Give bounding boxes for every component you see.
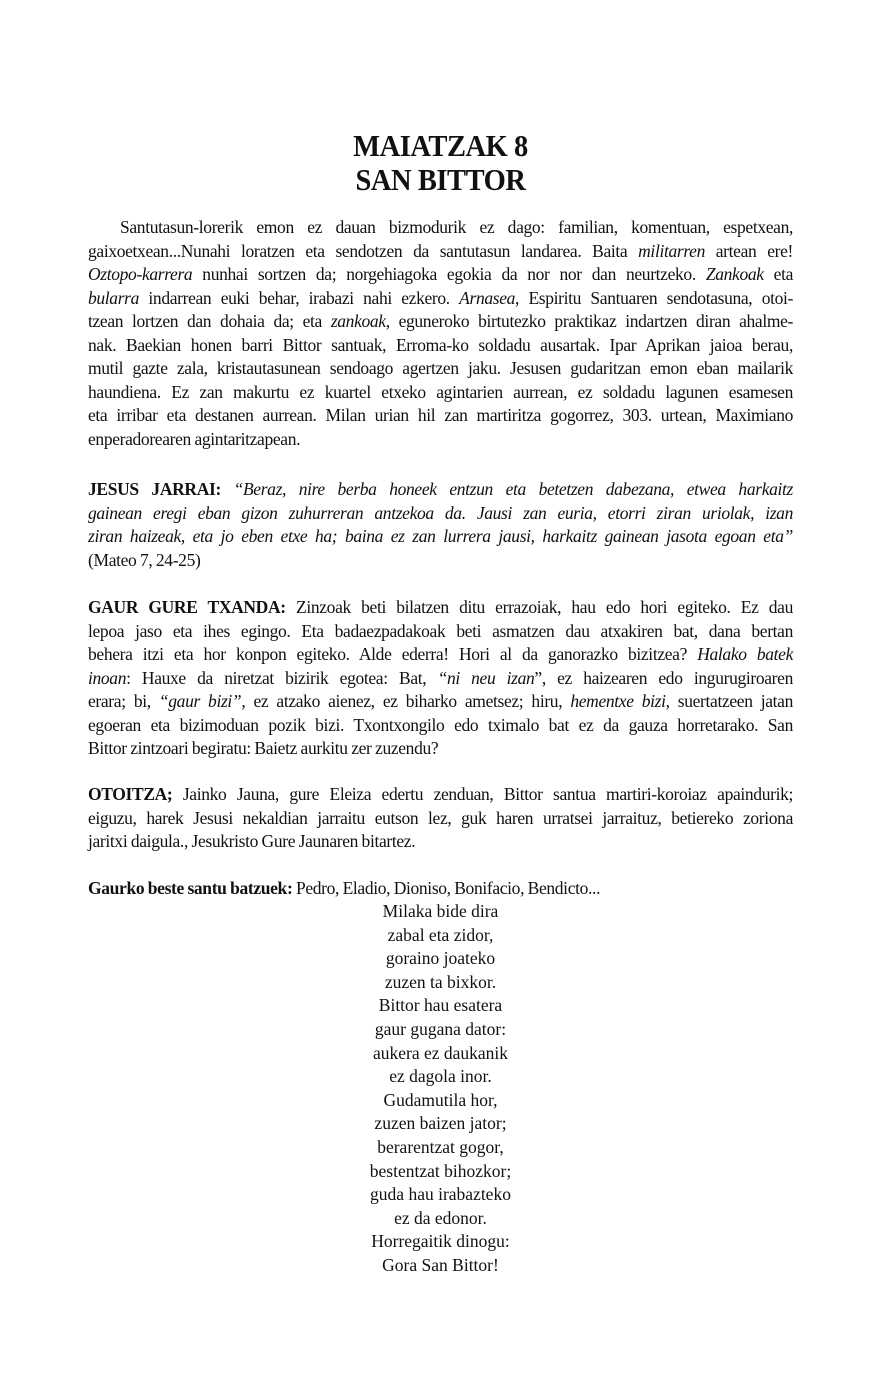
emphasis: zankoak	[330, 311, 386, 331]
text-line: eta irribar eta destanen aurrean. Milan urian hil zan martiritza gogorrez, 303. urtean, Maximiano	[88, 405, 793, 425]
section-label: GAUR GURE TXANDA:	[88, 597, 286, 617]
page-title-date: MAIATZAK 8	[353, 128, 528, 163]
otoitza-section	[88, 783, 793, 854]
poem-line: berarentzat gogor,	[377, 1136, 504, 1157]
poem-line: gaur gugana dator:	[374, 1018, 507, 1039]
saint-names: Pedro, Eladio, Dioniso, Bonifacio, Bendicto...	[292, 878, 601, 898]
text-line: enperadorearen agintaritzapean.	[88, 428, 301, 449]
text-line: gaixoetxean...Nunahi loratzen eta sendotzen da santutasun landarea. Baita militarren artean ere!	[88, 240, 793, 261]
poem	[88, 900, 793, 1278]
poem-line: Milaka bide dira	[382, 901, 499, 921]
emphasis: Zankoak	[705, 264, 764, 284]
poem-line: Gora San Bittor!	[382, 1254, 499, 1275]
text-line: Santutasun-lorerik emon ez dauan bizmodurik ez dago: familian, komentuan, espetxean,	[120, 217, 793, 237]
section-label: Gaurko beste santu batzuek:	[88, 878, 293, 898]
text-line: nak. Baekian honen barri Bittor santuak, Erroma-ko soldadu ausartak. Ipar Aprikan jaioa berau,	[88, 334, 793, 355]
text-line	[88, 525, 793, 549]
text-line: eiguzu, harek Jesusi nekaldian jarraitu eutson lez, guk haren urratsei jarraituz, betiereko zoriona	[88, 807, 793, 828]
poem-line: ez dagola inor.	[389, 1066, 492, 1087]
poem-line: Bittor hau esatera	[378, 995, 503, 1016]
poem-line: bestentzat bihozkor;	[369, 1160, 512, 1181]
section-label: OTOITZA;	[88, 784, 173, 804]
scripture-quote: “Beraz, nire berba honeek entzun eta betetzen dabezana, etwea harkaitz	[220, 479, 793, 499]
emphasis: hementxe bizi	[570, 691, 666, 711]
text-line: OTOITZA; Jainko Jauna, gure Eleiza edertu zenduan, Bittor santua martiri-koroiaz apaindurik;	[88, 784, 793, 804]
scripture-reference: (Mateo 7, 24-25)	[88, 549, 201, 570]
poem-line: Horregaitik dinogu:	[371, 1231, 510, 1252]
poem-line: Gudamutila hor,	[383, 1089, 498, 1110]
emphasis: Oztopo-karrera	[88, 264, 193, 284]
text-line: Bittor zintzoari begiratu: Baietz aurkitu zer zuzendu?	[88, 738, 439, 758]
poem-line: ez da edonor.	[394, 1207, 487, 1228]
text-line: Oztopo-karrera nunhai sortzen da; norgehiagoka egokia da nor nor dan neurtzeko. Zankoak eta	[88, 264, 794, 284]
poem-line: zabal eta zidor,	[387, 924, 494, 945]
text-line: erara; bi, “gaur bizi”, ez atzako aienez, ez biharko ametsez; hiru, hementxe bizi, suertatzeen jatan	[88, 691, 794, 711]
scripture-quote: gainean eregi eban gizon zuhurreran antzekoa da. Jausi zan euria, etorri ziran uriolak, izan	[88, 502, 793, 523]
text-line: jaritxi daigula., Jesukristo Gure Jaunaren bitartez.	[88, 831, 416, 851]
other-saints-section	[88, 877, 793, 901]
emphasis: “gaur bizi”	[158, 691, 242, 711]
text-line	[88, 877, 793, 901]
text-line: bularra indarrean euki behar, irabazi nahi ezkero. Arnasea, Espiritu Santuaren sendotasuna, otoi-	[88, 287, 793, 308]
emphasis: inoan	[88, 667, 127, 688]
text-line	[88, 502, 793, 526]
section-label: JESUS JARRAI:	[88, 479, 221, 499]
text-line: lepoa jaso eta ihes egingo. Eta badaezpadakoak beti asmatzen dau atxakiren bat, dana bertan	[88, 620, 793, 641]
emphasis: bularra	[88, 287, 140, 308]
emphasis: militarren	[638, 240, 705, 261]
page-title-saint: SAN BITTOR	[355, 162, 526, 197]
text-line: GAUR GURE TXANDA: Zinzoak beti bilatzen ditu errazoiak, hau edo hori egiteko. Ez dau	[88, 597, 793, 617]
text-line: behera itzi eta hor konpon egiteko. Alde ederra! Hori al da ganorazko bizitzea? Halako batek	[88, 644, 793, 664]
gaur-gure-txanda-section	[88, 596, 793, 761]
emphasis: Halako batek	[697, 644, 793, 664]
text-line: inoan: Hauxe da niretzat bizirik egotea: Bat, “ni neu izan”, ez haizearen edo ingurugiroaren	[88, 667, 793, 688]
jesus-jarrai-section	[88, 478, 793, 572]
poem-line: goraino joateko	[385, 948, 496, 969]
poem-line: aukera ez daukanik	[372, 1042, 509, 1063]
poem-line: zuzen ta bixkor.	[384, 971, 497, 992]
text-line: mutil gazte zala, kristautasunean sendoago agertzen jaku. Jesusen gudaritzan emon eban mailarik	[88, 358, 793, 378]
text-line: tzean lortzen dan dohaia da; eta zankoak, eguneroko birtutezko praktikaz indartzen diran ahalme-	[88, 311, 793, 331]
poem-line: guda hau irabazteko	[370, 1184, 511, 1205]
text-line: egoeran eta bizimoduan pozik bizi. Txontxongilo edo tximalo bat ez da gauza horretarako. San	[88, 714, 793, 735]
emphasis: “ni neu izan	[437, 667, 535, 688]
scripture-quote: ziran haizeak, eta jo eben etxe ha; baina ez zan lurrera jausi, harkaitz gainean jasota egoan eta”	[88, 526, 793, 546]
poem-line: zuzen baizen jator;	[374, 1113, 507, 1134]
emphasis: Arnasea	[459, 287, 516, 308]
intro-paragraph	[88, 216, 793, 451]
text-line: haundiena. Ez zan makurtu ez kuartel etxeko agintarien aurrean, ez soldadu lagunen esamesen	[88, 381, 793, 402]
text-line	[88, 478, 793, 502]
